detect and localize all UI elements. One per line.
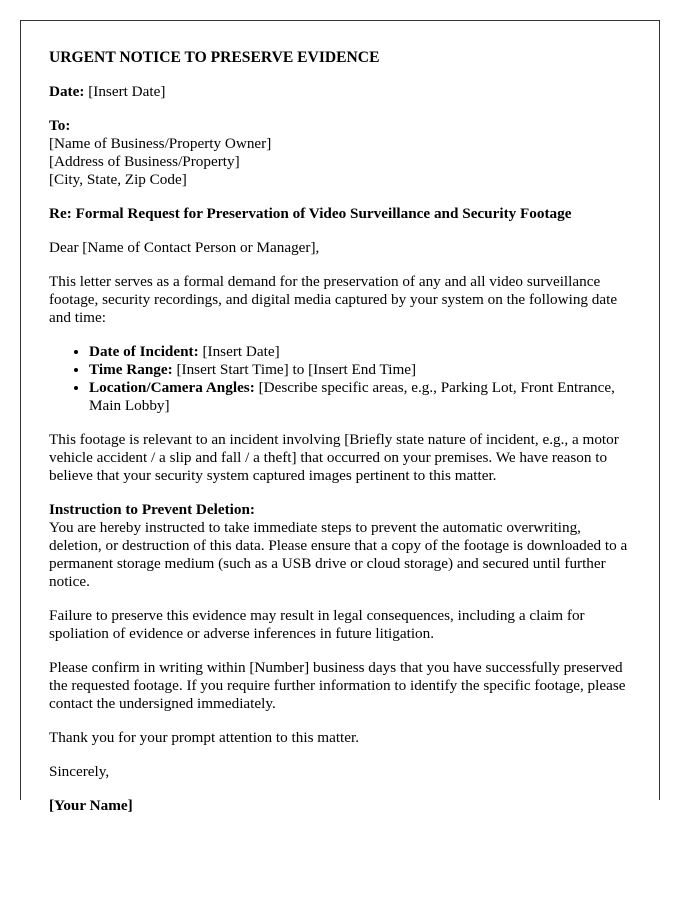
date-line: [49, 83, 631, 101]
confirmation-paragraph: Please confirm in writing within [Number] business days that you have successfully preserved the requested footage. If you require further information to identify the specific footage, please contact the undersigned immediately.: [49, 659, 626, 712]
letter-page: [20, 20, 660, 814]
to-label: To:: [49, 117, 71, 134]
consequences-paragraph: Failure to preserve this evidence may result in legal consequences, including a claim for spoliation of evidence or adverse inferences in future litigation.: [49, 607, 585, 642]
salutation: Dear [Name of Contact Person or Manager],: [49, 239, 320, 256]
instruction-section: [49, 501, 631, 591]
recipient-address: [Address of Business/Property]: [49, 153, 240, 170]
letter-body: [21, 21, 659, 815]
subject-line: Re: Formal Request for Preservation of Video Surveillance and Security Footage: [49, 205, 572, 222]
letter-title: URGENT NOTICE TO PRESERVE EVIDENCE: [49, 49, 380, 66]
thanks-line: Thank you for your prompt attention to this matter.: [49, 729, 360, 746]
list-item: [89, 379, 631, 415]
incident-details-list: [49, 343, 631, 415]
detail-value: [Insert Start Time] to [Insert End Time]: [172, 361, 417, 378]
recipient-city: [City, State, Zip Code]: [49, 171, 187, 188]
signature-name: [Your Name]: [49, 797, 133, 814]
list-item: [89, 361, 631, 379]
closing-line: Sincerely,: [49, 763, 110, 780]
date-label: Date:: [49, 83, 85, 100]
detail-value: [Insert Date]: [198, 343, 280, 360]
date-value: [Insert Date]: [84, 83, 166, 100]
recipient-name: [Name of Business/Property Owner]: [49, 135, 272, 152]
detail-label: Date of Incident:: [89, 343, 199, 360]
detail-label: Time Range:: [89, 361, 173, 378]
intro-paragraph: This letter serves as a formal demand for the preservation of any and all video surveillance footage, security recordings, and digital media captured by your system on the following date and time:: [49, 273, 618, 326]
relevance-paragraph: This footage is relevant to an incident involving [Briefly state nature of incident, e.g., a motor vehicle accident / a slip and fall / a theft] that occurred on your premises. We have reason to believe that your security system captured images pertinent to this matter.: [49, 431, 619, 484]
list-item: [89, 343, 631, 361]
instruction-text: You are hereby instructed to take immediate steps to prevent the automatic overwriting, deletion, or destruction of this data. Please ensure that a copy of the footage is downloaded to a permanent storage medium (such as a USB drive or cloud storage) and secured until further notice.: [49, 519, 628, 590]
recipient-block: [49, 117, 631, 189]
detail-value: [Describe specific areas, e.g., Parking Lot, Front Entrance, Main Lobby]: [89, 379, 615, 414]
instruction-heading: Instruction to Prevent Deletion:: [49, 501, 255, 518]
detail-label: Location/Camera Angles:: [89, 379, 255, 396]
